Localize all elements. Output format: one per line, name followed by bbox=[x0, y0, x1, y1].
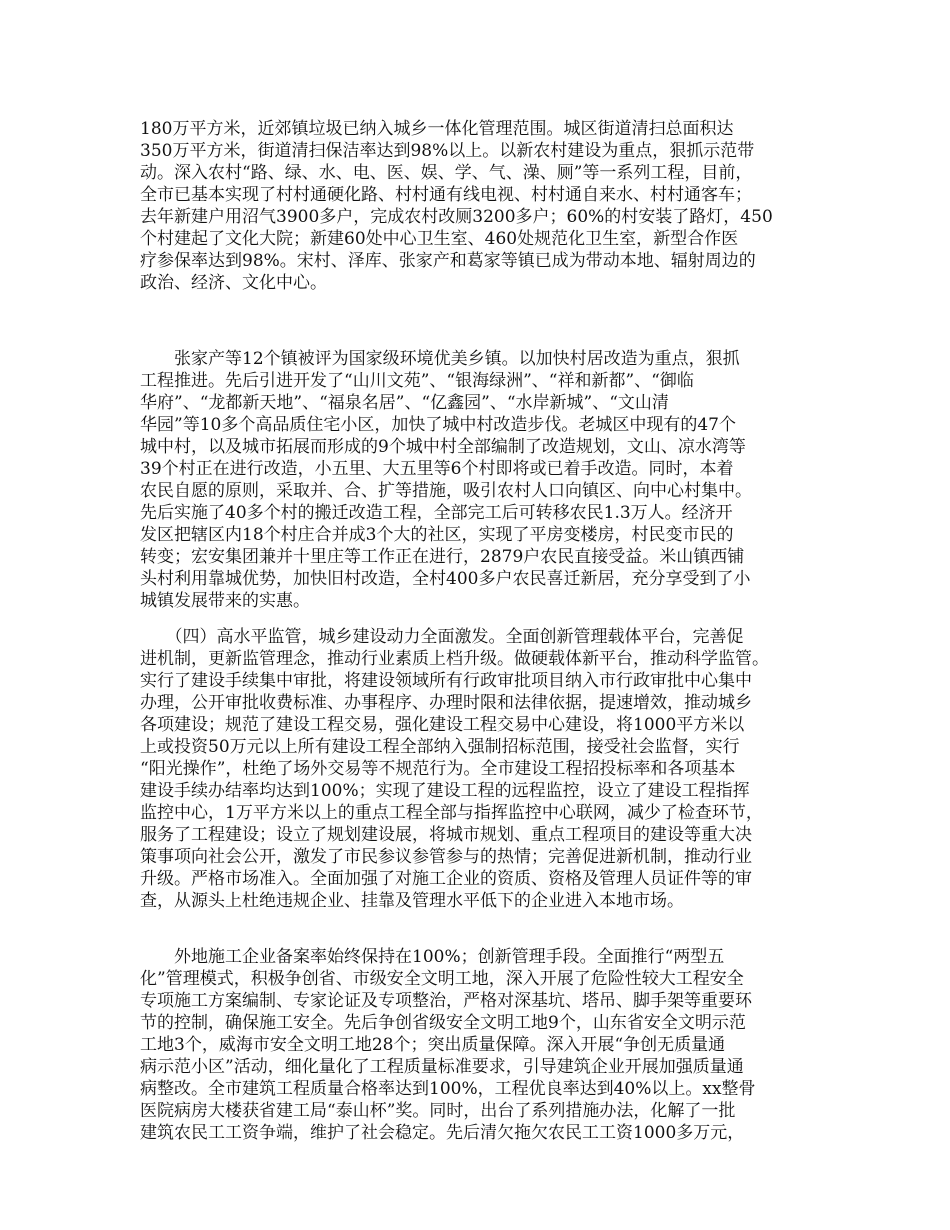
text-line: 华园”等10多个高品质住宅小区，加快了城中村改造步伐。老城区中现有的47个 bbox=[140, 415, 736, 435]
text-line: 上或投资50万元以上所有建设工程全部纳入强制招标范围，接受社会监督，实行 bbox=[140, 737, 740, 757]
text-line: 华府”、“龙都新天地”、“福泉名居”、“亿鑫园”、“水岸新城”、“文山清 bbox=[140, 393, 669, 413]
text-line: 工地3个，威海市安全文明工地28个；突出质量保障。深入开展“争创无质量通 bbox=[140, 1035, 726, 1055]
text-line: 先后实施了40多个村的搬迁改造工程，全部完工后可转移农民1.3万人。经济开 bbox=[140, 503, 733, 523]
text-line: 头村利用靠城优势，加快旧村改造，全村400多户农民喜迁新居，充分享受到了小 bbox=[140, 569, 751, 589]
text-line: 个村建起了文化大院；新建60处中心卫生室、460处规范化卫生室，新型合作医 bbox=[140, 229, 739, 249]
text-line: 进机制，更新监管理念，推动行业素质上档升级。做硬载体新平台，推动科学监管。 bbox=[140, 649, 769, 669]
text-line: 监控中心，1万平方米以上的重点工程全部与指挥监控中心联网，减少了检查环节， bbox=[140, 803, 763, 823]
text-line: 病示范小区”活动，细化量化了工程质量标准要求，引导建筑企业开展加强质量通 bbox=[140, 1057, 744, 1077]
text-line: （四）高水平监管，城乡建设动力全面激发。全面创新管理载体平台，完善促 bbox=[140, 627, 744, 647]
text-line: 查，从源头上杜绝违规企业、挂靠及管理水平低下的企业进入本地市场。 bbox=[140, 891, 684, 911]
text-line: 去年新建户用沼气3900多户，完成农村改厕3200多户；60%的村安装了路灯，450 bbox=[140, 207, 773, 227]
text-line: 疗参保率达到98%。宋村、泽库、张家产和葛家等镇已成为带动本地、辐射周边的 bbox=[140, 251, 756, 271]
text-line: 各项建设；规范了建设工程交易，强化建设工程交易中心建设，将1000平方米以 bbox=[140, 715, 745, 735]
text-line: 张家产等12个镇被评为国家级环境优美乡镇。以加快村居改造为重点，狠抓 bbox=[140, 349, 740, 369]
text-line: 办理，公开审批收费标准、办事程序、办理时限和法律依据，提速增效，推动城乡 bbox=[140, 693, 752, 713]
text-line: 医院病房大楼获省建工局“泰山杯”奖。同时，出台了系列措施办法，化解了一批 bbox=[140, 1101, 736, 1121]
text-line: 城中村，以及城市拓展而形成的9个城中村全部编制了改造规划，文山、凉水湾等 bbox=[140, 437, 746, 457]
text-line: 发区把辖区内18个村庄合并成3个大的社区，实现了平房变楼房，村民变市民的 bbox=[140, 525, 734, 545]
text-line: 实行了建设手续集中审批，将建设领域所有行政审批项目纳入市行政审批中心集中 bbox=[140, 671, 752, 691]
text-line: 建设手续办结率均达到100%；实现了建设工程的远程监控，设立了建设工程指挥 bbox=[140, 781, 750, 801]
text-line: 策事项向社会公开，激发了市民参议参管参与的热情；完善促进新机制，推动行业 bbox=[140, 847, 752, 867]
text-line: 工程推进。先后引进开发了“山川文苑”、“银海绿洲”、“祥和新都”、“御临 bbox=[140, 371, 694, 391]
text-line: 动。深入农村“路、绿、水、电、医、娱、学、气、澡、厕”等一系列工程，目前， bbox=[140, 163, 753, 183]
text-line: 转变；宏安集团兼并十里庄等工作正在进行，2879户农民直接受益。米山镇西铺 bbox=[140, 547, 745, 567]
paragraph-4 bbox=[140, 946, 830, 1144]
text-line: “阳光操作”，杜绝了场外交易等不规范行为。全市建设工程招投标率和各项基本 bbox=[140, 759, 736, 779]
text-line: 外地施工企业备案率始终保持在100%；创新管理手段。全面推行“两型五 bbox=[140, 947, 725, 967]
text-line: 39个村正在进行改造，小五里、大五里等6个村即将或已着手改造。同时，本着 bbox=[140, 459, 734, 479]
paragraph-3 bbox=[140, 626, 830, 912]
paragraph-2 bbox=[140, 348, 830, 612]
text-line: 建筑农民工工资争端，维护了社会稳定。先后清欠拖欠农民工工资1000多万元， bbox=[140, 1123, 745, 1143]
text-line: 化”管理模式，积极争创省、市级安全文明工地，深入开展了危险性较大工程安全 bbox=[140, 969, 744, 989]
text-line: 节的控制，确保施工安全。先后争创省级安全文明工地9个，山东省安全文明示范 bbox=[140, 1013, 746, 1033]
text-line: 350万平方米，街道清扫保洁率达到98%以上。以新农村建设为重点，狠抓示范带 bbox=[140, 141, 755, 161]
text-line: 专项施工方案编制、专家论证及专项整治，严格对深基坑、塔吊、脚手架等重要环 bbox=[140, 991, 752, 1011]
text-line: 全市已基本实现了村村通硬化路、村村通有线电视、村村通自来水、村村通客车； bbox=[140, 185, 752, 205]
paragraph-1 bbox=[140, 118, 830, 294]
text-line: 病整改。全市建筑工程质量合格率达到100%，工程优良率达到40%以上。xx整骨 bbox=[140, 1079, 756, 1099]
text-line: 城镇发展带来的实惠。 bbox=[140, 591, 310, 611]
text-line: 180万平方米，近郊镇垃圾已纳入城乡一体化管理范围。城区街道清扫总面积达 bbox=[140, 119, 734, 139]
text-line: 政治、经济、文化中心。 bbox=[140, 273, 327, 293]
text-line: 农民自愿的原则，采取并、合、扩等措施，吸引农村人口向镇区、向中心村集中。 bbox=[140, 481, 752, 501]
text-line: 升级。严格市场准入。全面加强了对施工企业的资质、资格及管理人员证件等的审 bbox=[140, 869, 752, 889]
text-line: 服务了工程建设；设立了规划建设展，将城市规划、重点工程项目的建设等重大决 bbox=[140, 825, 752, 845]
